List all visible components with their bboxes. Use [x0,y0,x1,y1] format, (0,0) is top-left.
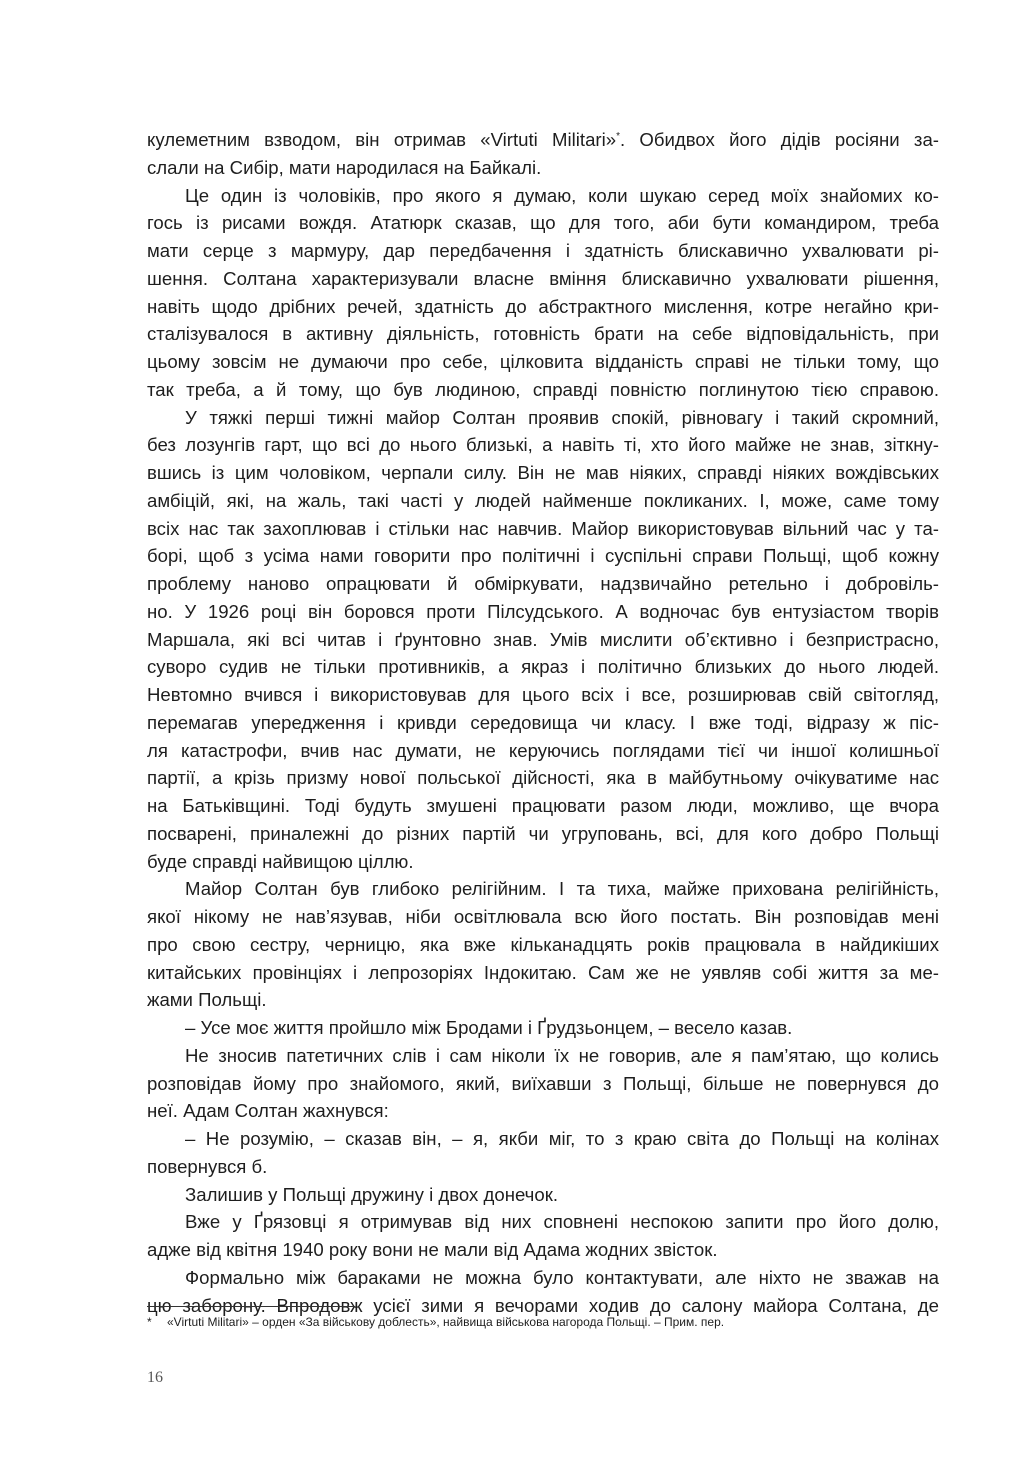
line-text: неї. Адам Солтан жахнувся: [147,1100,389,1122]
text-line [147,320,939,348]
text-line [147,681,939,709]
line-text: адже від квітня 1940 року вони не мали від Адама жодних звісток. [147,1239,718,1260]
text-line [147,653,939,681]
line-text: У тяжкі перші тижні майор Солтан проявив спокій, рівновагу і такий скромний, [185,406,939,428]
line-text: проблему наново опрацювати й обміркувати, надзвичайно ретельно і добровіль- [147,573,939,594]
text-line [147,487,939,515]
body-text [147,126,939,1319]
text-line [147,1181,939,1209]
text-line [147,265,939,293]
text-line [147,1070,939,1098]
footnote-reference: * [616,130,620,142]
line-text: повернувся б. [147,1155,268,1177]
line-text: цьому зовсім не думаючи про себе, цілковита відданість справі не тільки тому, що [147,351,939,372]
text-line [147,515,939,543]
text-line [147,1153,939,1181]
text-line [147,1264,939,1292]
line-text: Вже у Ґрязовці я отримував від них сповнені неспокою запити про його долю, [185,1211,939,1233]
text-line [147,875,939,903]
text-line [147,348,939,376]
text-line [147,959,939,987]
line-text: Маршала, які всі читав і ґрунтовно знав. Умів мислити об’єктивно і безпристрасно, [147,628,939,650]
line-text: на Батьківщині. Тоді будуть змушені працювати разом люди, можливо, ще вчора [147,795,939,816]
text-line [147,986,939,1014]
line-text: без лозунгів гарт, що всі до нього близькі, а навіть ті, хто його майже не знав, зіткну- [147,434,939,456]
text-line [147,737,939,765]
text-line [147,598,939,626]
text-line [147,376,939,404]
text-line [147,1236,939,1264]
text-line [147,903,939,931]
text-line [147,542,939,570]
text-line [147,431,939,459]
text-line [147,626,939,654]
line-text: мати серце з мармуру, дар передбачення і здатність блискавично ухвалювати рі- [147,240,939,261]
line-text: навіть щодо дрібних речей, здатність до абстрактного мислення, котре негайно кри- [147,295,939,317]
text-line [147,848,939,876]
text-line [147,1042,939,1070]
line-text-continued: . Обидвох його дідів росіяни за- [619,129,939,150]
footnote-mark: * [147,1315,152,1329]
text-line [147,209,939,237]
text-line [147,1014,939,1042]
line-text: буде справді найвищою ціллю. [147,850,414,872]
text-line [147,404,939,432]
line-text: но. У 1926 році він боровся проти Пілсудського. А водночас був ентузіастом творів [147,600,939,622]
text-line [147,126,939,154]
line-text: перемагав упередження і кривди середовища чи класу. І вже тоді, відразу ж піс- [147,711,939,733]
text-line [147,792,939,820]
line-text: жами Польщі. [147,989,267,1011]
line-text: шення. Солтана характеризували власне вміння блискавично ухвалювати рішення, [147,267,939,289]
line-text: вшись із цим чоловіком, черпали силу. Він не мав ніяких, справді ніяких вождівських [147,462,939,483]
footnote [147,1314,947,1330]
line-text: Не зносив патетичних слів і сам ніколи їх не говорив, але я пам’ятаю, що колись [185,1044,939,1066]
text-line [147,820,939,848]
footnote-divider [147,1306,355,1307]
text-line [147,1125,939,1153]
line-text: розповідав йому про знайомого, який, виїхавши з Польщі, більше не повернувся до [147,1072,939,1094]
text-line [147,1097,939,1125]
line-text: Майор Солтан був глибоко релігійним. І та тиха, майже прихована релігійність, [185,878,939,900]
line-text: – Усе моє життя пройшло між Бродами і Ґрудзьонцем, – весело казав. [185,1017,793,1038]
page-number: 16 [147,1369,163,1386]
text-line [147,931,939,959]
line-text: слали на Сибір, мати народилася на Байкалі. [147,156,542,178]
line-text: про свою сестру, черницю, яка вже кільканадцять років працювала в найдикіших [147,933,939,955]
line-text: цю заборону. Впродовж усієї зими я вечорами ходив до салону майора Солтана, де [147,1294,939,1316]
line-text: посварені, приналежні до різних партій чи угруповань, всі, для кого добро Польщі [147,822,939,844]
line-text: – Не розумію, – сказав він, – я, якби міг, то з краю світа до Польщі на колінах [185,1128,939,1149]
text-line [147,764,939,792]
line-text: сталізувалося в активну діяльність, готовність брати на себе відповідальність, при [147,323,939,345]
line-text: якої нікому не нав’язував, ніби освітлювала всю його постать. Він розповідав мені [147,906,939,927]
line-text: Невтомно вчився і використовував для цього всіх і все, розширював свій світогляд, [147,684,939,705]
line-text: кулеметним взводом, він отримав «Virtuti Militari» [147,129,617,150]
line-text: китайських провінціях і лепрозоріях Індокитаю. Сам же не уявляв собі життя за ме- [147,961,939,983]
text-line [147,154,939,182]
text-line [147,293,939,321]
text-line [147,570,939,598]
line-text: всіх нас так захоплював і стільки нас навчив. Майор використовував вільний час у та- [147,517,939,539]
footnote-text: «Virtuti Militari» – орден «За військову доблесть», найвища військова нагорода Польщі. – Прим. пер. [167,1315,725,1329]
line-text: Залишив у Польщі дружину і двох донечок. [185,1183,559,1205]
line-text: борі, щоб з усіма нами говорити про політичні і суспільні справи Польщі, щоб кожну [147,545,939,567]
line-text: так треба, а й тому, що був людиною, справді повністю поглинутою тією справою. [147,378,939,400]
text-line [147,1208,939,1236]
text-line [147,709,939,737]
line-text: Це один із чоловіків, про якого я думаю, коли шукаю серед моїх знайомих ко- [185,184,939,206]
text-line [147,182,939,210]
line-text: суворо судив не тільки противників, а якраз і політично близьких до нього людей. [147,656,939,678]
line-text: Формально між бараками не можна було контактувати, але ніхто не зважав на [185,1266,939,1288]
line-text: амбіцій, які, на жаль, такі часті у людей найменше покликаних. І, може, саме тому [147,489,939,511]
text-line [147,237,939,265]
line-text: ля катастрофи, вчив нас думати, не керуючись поглядами тієї чи іншої колишньої [147,739,939,761]
text-line [147,459,939,487]
line-text: партії, а крізь призму нової польської дійсності, яка в майбутньому очікуватиме нас [147,767,939,789]
line-text: гось із рисами вождя. Ататюрк сказав, що для того, аби бути командиром, треба [147,212,939,234]
